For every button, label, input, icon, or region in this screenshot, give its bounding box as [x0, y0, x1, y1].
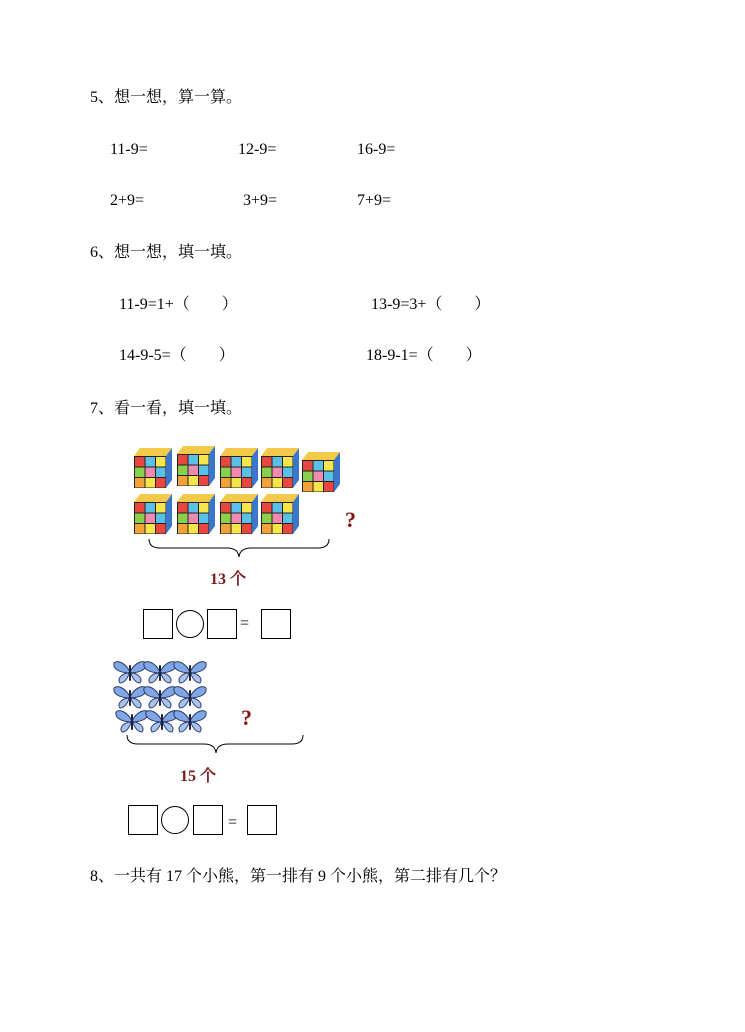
answer-box[interactable] — [207, 609, 237, 639]
butterfly-icon — [113, 685, 147, 709]
q6-expr-1: 11-9=1+（ ） — [119, 296, 238, 313]
q5-expr-6: 7+9= — [357, 192, 392, 209]
q5-expr-1: 11-9= — [110, 141, 148, 158]
q6-expr-2: 13-9=3+（ ） — [371, 296, 491, 313]
butterfly-icon — [173, 660, 207, 684]
answer-box[interactable] — [261, 609, 291, 639]
equals-sign: = — [228, 814, 238, 831]
rubiks-cube-icon — [175, 494, 215, 534]
q5-title: 5、想一想，算一算。 — [90, 89, 243, 106]
q5-expr-5: 3+9= — [243, 192, 278, 209]
q5-expr-2: 12-9= — [238, 141, 277, 158]
q5-expr-3: 16-9= — [357, 141, 396, 158]
q6-title: 6、想一想，填一填。 — [90, 244, 243, 261]
rubiks-cube-icon — [218, 494, 258, 534]
answer-box[interactable] — [128, 805, 158, 835]
rubiks-cube-icon — [175, 446, 215, 486]
q5-expr-4: 2+9= — [110, 192, 145, 209]
operator-circle[interactable] — [176, 610, 204, 638]
q8-title: 8、一共有 17 个小熊，第一排有 9 个小熊，第二排有几个？ — [90, 868, 507, 885]
q6-expr-3: 14-9-5=（ ） — [119, 347, 235, 364]
total-label-1: 13 个 — [210, 571, 247, 588]
rubiks-cube-icon — [259, 448, 299, 488]
brace-1 — [148, 538, 330, 558]
q6-expr-4: 18-9-1=（ ） — [366, 347, 482, 364]
equals-sign: = — [240, 615, 250, 632]
rubiks-cube-icon — [132, 494, 172, 534]
answer-box[interactable] — [247, 805, 277, 835]
butterfly-icon — [173, 709, 207, 733]
rubiks-cube-icon — [218, 448, 258, 488]
rubiks-cube-icon — [132, 448, 172, 488]
butterfly-icon — [143, 660, 177, 684]
operator-circle[interactable] — [161, 806, 189, 834]
butterfly-icon — [113, 660, 147, 684]
total-label-2: 15 个 — [180, 768, 217, 785]
brace-2 — [126, 734, 306, 754]
answer-box[interactable] — [193, 805, 223, 835]
question-mark-1: ? — [345, 507, 356, 532]
butterfly-icon — [173, 685, 207, 709]
butterfly-icon — [143, 685, 177, 709]
rubiks-cube-icon — [300, 452, 340, 492]
question-mark-2: ? — [241, 705, 252, 730]
q7-title: 7、看一看，填一填。 — [90, 400, 243, 417]
answer-box[interactable] — [143, 609, 173, 639]
rubiks-cube-icon — [259, 494, 299, 534]
butterfly-icon — [115, 709, 149, 733]
